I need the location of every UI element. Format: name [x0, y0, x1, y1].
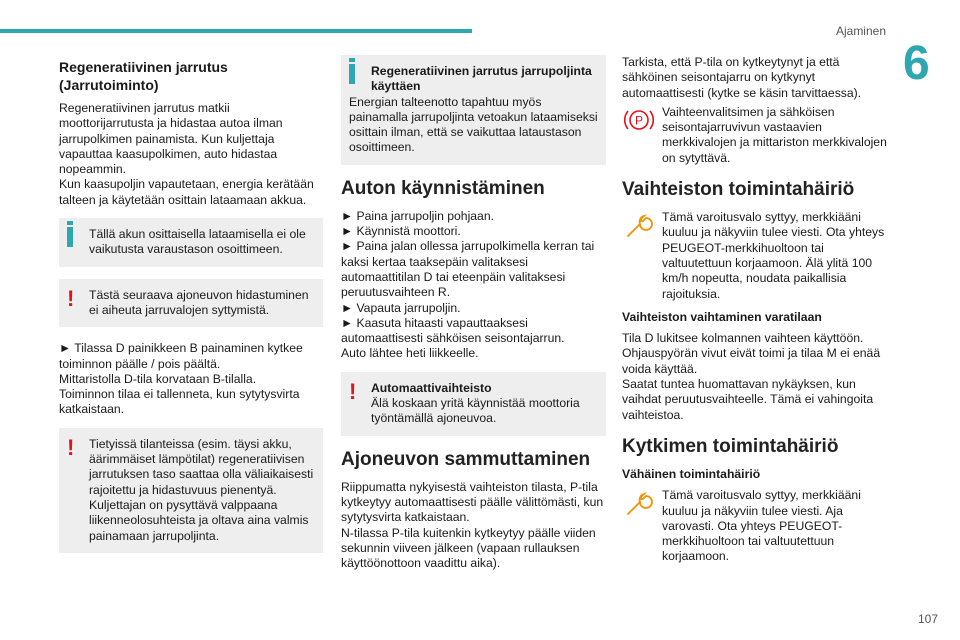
warning-text: Tästä seuraava ajoneuvon hidastuminen ei aiheuta jarruvalojen syttymistä.	[89, 287, 309, 317]
warning-title: Automaattivaihteisto	[371, 380, 492, 395]
info-icon	[349, 64, 371, 88]
warning-icon: !	[67, 434, 75, 460]
mode-paragraph: ► Tilassa D painikkeen B painaminen kytkee toiminnon päälle / pois päältä. Mittaristolla D-tila korvataan B-tilalla. Toiminnon tilaa ei tallenneta, kun sytytysvirta katkaistaan.	[59, 341, 303, 417]
heading-limp-mode: Vaihteiston vaihtaminen varatilaan	[622, 309, 822, 324]
section-title: Ajaminen	[835, 24, 886, 38]
info-box	[59, 218, 323, 267]
heading-starting: Auton käynnistäminen	[341, 177, 545, 199]
parking-brake-icon	[622, 105, 656, 135]
fault-row	[622, 210, 888, 302]
fault-text: Tämä varoitusvalo syttyy, merkkiääni kuuluu ja näkyviin tulee viesti. Ota yhteys PEUGEOT-merkkihuoltoon tai valtuutettuun korjaamoon. Älä ylitä 100 km/h nopeutta, noudata paikallisia rajoituksia.	[662, 210, 885, 301]
limp-paragraph: Tila D lukitsee kolmannen vaihteen käyttöön. Ohjauspyörän vivut eivät toimi ja tilaa M ei enää voida käyttää. Saatat tuntea huomattavan nykäyksen, kun vaihdat peruutusvaihteelle. Tämä ei vahingoita vaihteistoa.	[622, 331, 881, 422]
svg-text:P: P	[634, 113, 644, 128]
minor-text: Tämä varoitusvalo syttyy, merkkiääni kuuluu ja näkyviin tulee viesti. Aja varovasti. Ota yhteys PEUGEOT-merkkihuoltoon tai valtuutettuun korjaamoon.	[662, 488, 861, 564]
warning-icon: !	[67, 285, 75, 311]
column-2	[341, 55, 606, 575]
regen-paragraph: Regeneratiivinen jarrutus matkii moottorijarrutusta ja hidastaa autoa ilman jarrupolkimen painamista. Kun kuljettaja vapauttaa kaasupolkimen, auto hidastaa nopeammin. Kun kaasupoljin vapautetaan, energia kerätään talteen ja käytetään osittain lataamaan akkua.	[59, 101, 314, 207]
info-icon	[67, 227, 89, 251]
chapter-number: 6	[903, 37, 930, 90]
info-text: Tällä akun osittaisella lataamisella ei ole vaikutusta varaustason osoittimeen.	[89, 227, 306, 257]
column-1	[59, 55, 323, 565]
heading-switching-off: Ajoneuvon sammuttaminen	[341, 448, 591, 470]
header-bar	[0, 29, 472, 33]
info-title: Regeneratiivinen jarrutus jarrupoljinta käyttäen	[371, 64, 592, 94]
warning-icon: !	[349, 378, 357, 404]
column-3	[622, 55, 888, 565]
warning-text: Tietyissä tilanteissa (esim. täysi akku, äärimmäiset lämpötilat) regeneratiivisen jarrutuksen taso saattaa olla väliaikaisesti rajoitettu ja hidastuvuus pienentyä. Kuljettajan on pysyttävä valppaana liikenneolosuhteista ja oltava aina valmis painamaan jarrupoljinta.	[89, 436, 314, 543]
info-text: Energian talteenotto tapahtuu myös painamalla jarrupoljinta vetoakun lataamiseksi osittain ilman, että se vaikuttaa lataustason osoittimeen.	[349, 94, 598, 155]
minor-row	[622, 488, 888, 564]
heading-clutch-fault: Kytkimen toimintahäiriö	[622, 435, 839, 457]
warning-box	[341, 372, 606, 436]
heading-regenerative-braking: Regeneratiivinen jarrutus (Jarrutoiminto)	[59, 59, 228, 93]
info-box	[341, 55, 606, 165]
page-number: 107	[917, 612, 938, 626]
start-steps: ► Paina jarrupoljin pohjaan. ► Käynnistä moottori. ► Paina jalan ollessa jarrupolkimella kerran tai kaksi kertaa taaksepäin valitaksesi automaattitilan D tai eteenpäin valitaksesi peruutusvaihteen R. ► Vapauta jarrupoljin. ► Kaasuta hitaasti vapauttaaksesi automaattisesti sähköisen seisontajarrun. Auto lähtee heti liikkeelle.	[341, 208, 595, 361]
wrench-icon	[622, 210, 656, 240]
wrench-icon	[622, 488, 656, 518]
check-paragraph: Tarkista, että P-tila on kytkeytynyt ja että sähköinen seisontajarru on kytkynyt automaattisesti (kytke se käsin tarvittaessa).	[622, 55, 862, 100]
heading-gearbox-fault: Vaihteiston toimintahäiriö	[622, 179, 855, 201]
warning-box	[59, 279, 323, 328]
warning-box	[59, 428, 323, 553]
p-lamp-text: Vaihteenvalitsimen ja sähköisen seisontajarruvivun vastaavien merkkivalojen ja mittariston merkkivalojen on sytyttävä.	[662, 104, 887, 165]
p-lamp-row	[622, 105, 888, 166]
heading-minor-fault: Vähäinen toimintahäiriö	[622, 466, 761, 481]
warning-text: Älä koskaan yritä käynnistää moottoria työntämällä ajoneuvoa.	[371, 396, 580, 426]
stop-paragraph: Riippumatta nykyisestä vaihteiston tilasta, P-tila kytkeytyy automaattisesti päälle välittömästi, kun sytytysvirta katkaistaan. N-tilassa P-tila kuitenkin kytkeytyy päälle viiden sekunnin viiveen jälkeen (vapaan rullauksen käyttöönottoon vaadittu aika).	[341, 479, 604, 571]
